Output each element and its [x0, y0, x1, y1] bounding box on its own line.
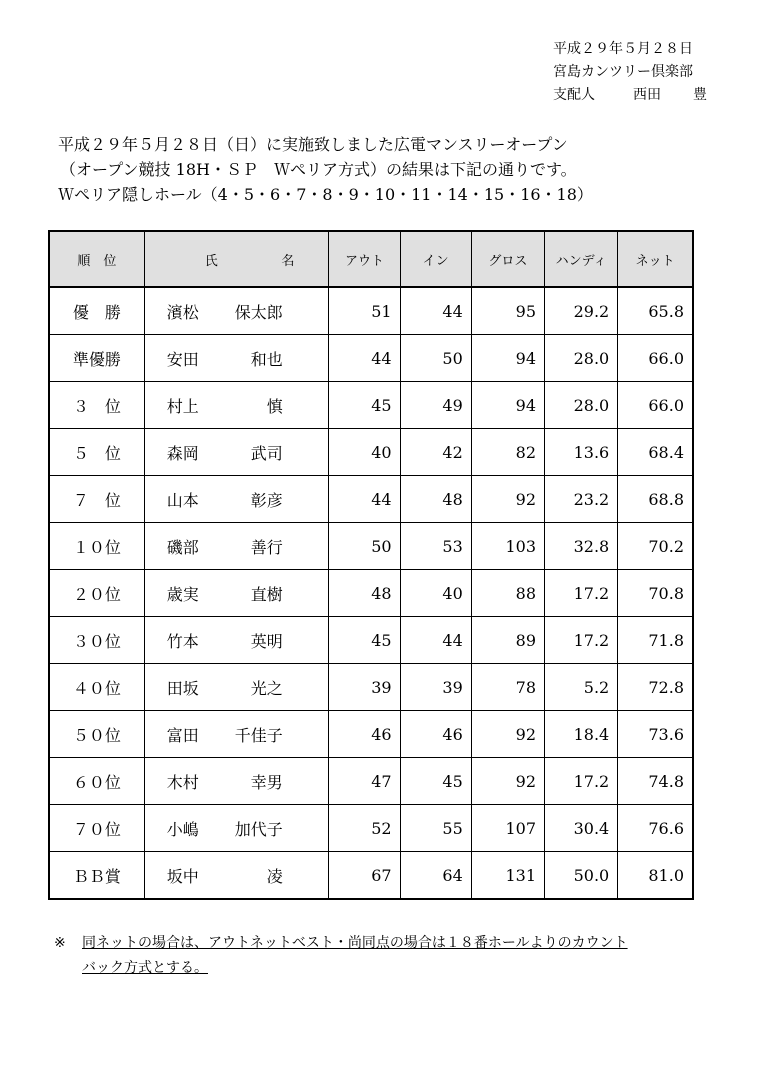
- out-cell: 44: [329, 335, 400, 382]
- player-surname: 竹本: [166, 631, 199, 651]
- in-cell: 48: [400, 476, 471, 523]
- rank-cell: ３ 位: [49, 382, 144, 429]
- net-cell: 76.6: [618, 805, 693, 852]
- header-rank-char-2: 位: [103, 253, 117, 269]
- out-cell: 48: [329, 570, 400, 617]
- in-cell: 40: [400, 570, 471, 617]
- player-given-name: 保太郎: [234, 302, 283, 322]
- gross-cell: 103: [471, 523, 544, 570]
- intro-text: [58, 132, 593, 207]
- player-surname: 村上: [166, 396, 199, 416]
- player-given-name: 慎: [266, 396, 283, 416]
- player-given-name: 武司: [250, 443, 283, 463]
- table-row: [49, 617, 693, 664]
- net-cell: 74.8: [618, 758, 693, 805]
- in-cell: 50: [400, 335, 471, 382]
- gross-cell: 88: [471, 570, 544, 617]
- table-row: [49, 382, 693, 429]
- rank-cell: 準優勝: [49, 335, 144, 382]
- signature-line: [553, 84, 707, 107]
- net-cell: 68.8: [618, 476, 693, 523]
- footnote: [54, 931, 628, 981]
- out-cell: 50: [329, 523, 400, 570]
- player-given-name: 和也: [250, 349, 283, 369]
- rank-cell: １０位: [49, 523, 144, 570]
- header-handicap: ハンディ: [545, 231, 618, 287]
- name-cell: [144, 805, 329, 852]
- name-cell: [144, 664, 329, 711]
- player-surname: 磯部: [166, 537, 199, 557]
- rank-cell: ３０位: [49, 617, 144, 664]
- player-given-name: 千佳子: [234, 725, 283, 745]
- handicap-cell: 29.2: [545, 287, 618, 335]
- net-cell: 81.0: [618, 852, 693, 900]
- rank-cell: 優 勝: [49, 287, 144, 335]
- note-line-1: 同ネットの場合は、アウトネットベスト・尚同点の場合は１８番ホールよりのカウント: [82, 935, 628, 951]
- table-row: [49, 335, 693, 382]
- club-name: 宮島カンツリー倶楽部: [553, 64, 693, 80]
- out-cell: 46: [329, 711, 400, 758]
- gross-cell: 92: [471, 711, 544, 758]
- note-mark: ※: [54, 935, 66, 951]
- results-table: [48, 230, 694, 900]
- name-cell: [144, 711, 329, 758]
- player-given-name: 幸男: [250, 772, 283, 792]
- gross-cell: 78: [471, 664, 544, 711]
- player-given-name: 善行: [250, 537, 283, 557]
- out-cell: 39: [329, 664, 400, 711]
- player-surname: 森岡: [166, 443, 199, 463]
- in-cell: 53: [400, 523, 471, 570]
- in-cell: 55: [400, 805, 471, 852]
- name-cell: [144, 382, 329, 429]
- player-surname: 歳実: [166, 584, 199, 604]
- intro-line-3: Ｗペリア隠しホール（4・5・6・7・8・9・10・11・14・15・16・18）: [58, 185, 593, 204]
- header-in: イン: [400, 231, 471, 287]
- header-rank: [49, 231, 144, 287]
- player-surname: 田坂: [166, 678, 199, 698]
- out-cell: 45: [329, 382, 400, 429]
- net-cell: 66.0: [618, 335, 693, 382]
- player-given-name: 英明: [250, 631, 283, 651]
- handicap-cell: 50.0: [545, 852, 618, 900]
- gross-cell: 95: [471, 287, 544, 335]
- player-given-name: 凌: [266, 866, 283, 886]
- manager-given-name: 豊: [693, 87, 707, 103]
- rank-cell: ６０位: [49, 758, 144, 805]
- net-cell: 73.6: [618, 711, 693, 758]
- handicap-cell: 28.0: [545, 382, 618, 429]
- in-cell: 64: [400, 852, 471, 900]
- table-row: [49, 523, 693, 570]
- in-cell: 44: [400, 617, 471, 664]
- net-cell: 65.8: [618, 287, 693, 335]
- player-surname: 木村: [166, 772, 199, 792]
- in-cell: 42: [400, 429, 471, 476]
- rank-cell: ７ 位: [49, 476, 144, 523]
- header-out: アウト: [329, 231, 400, 287]
- player-surname: 安田: [166, 349, 199, 369]
- gross-cell: 107: [471, 805, 544, 852]
- manager-title: 支配人: [553, 87, 595, 103]
- in-cell: 39: [400, 664, 471, 711]
- player-given-name: 彰彦: [250, 490, 283, 510]
- name-cell: [144, 852, 329, 900]
- intro-line-1: 平成２９年５月２８日（日）に実施致しました広電マンスリーオープン: [58, 135, 568, 154]
- handicap-cell: 17.2: [545, 758, 618, 805]
- in-cell: 49: [400, 382, 471, 429]
- table-row: [49, 805, 693, 852]
- handicap-cell: 5.2: [545, 664, 618, 711]
- table-row: [49, 476, 693, 523]
- gross-cell: 82: [471, 429, 544, 476]
- gross-cell: 131: [471, 852, 544, 900]
- issue-date: 平成２９年５月２８日: [553, 41, 693, 57]
- in-cell: 45: [400, 758, 471, 805]
- handicap-cell: 30.4: [545, 805, 618, 852]
- player-surname: 坂中: [166, 866, 199, 886]
- net-cell: 66.0: [618, 382, 693, 429]
- rank-cell: ５ 位: [49, 429, 144, 476]
- header-name-char-2: 名: [281, 253, 295, 269]
- header-gross: グロス: [471, 231, 544, 287]
- player-surname: 山本: [166, 490, 199, 510]
- gross-cell: 89: [471, 617, 544, 664]
- name-cell: [144, 523, 329, 570]
- player-given-name: 光之: [250, 678, 283, 698]
- note-line-2: バック方式とする。: [82, 960, 208, 976]
- out-cell: 51: [329, 287, 400, 335]
- player-surname: 小嶋: [166, 819, 199, 839]
- handicap-cell: 28.0: [545, 335, 618, 382]
- rank-cell: ＢＢ賞: [49, 852, 144, 900]
- header-net: ネット: [618, 231, 693, 287]
- out-cell: 52: [329, 805, 400, 852]
- player-surname: 濱松: [166, 302, 199, 322]
- header-name-char-1: 氏: [204, 253, 218, 269]
- in-cell: 46: [400, 711, 471, 758]
- net-cell: 72.8: [618, 664, 693, 711]
- out-cell: 44: [329, 476, 400, 523]
- out-cell: 47: [329, 758, 400, 805]
- rank-cell: ５０位: [49, 711, 144, 758]
- net-cell: 68.4: [618, 429, 693, 476]
- rank-cell: ４０位: [49, 664, 144, 711]
- header-name: [144, 231, 329, 287]
- handicap-cell: 23.2: [545, 476, 618, 523]
- out-cell: 40: [329, 429, 400, 476]
- table-header-row: [49, 231, 693, 287]
- handicap-cell: 13.6: [545, 429, 618, 476]
- name-cell: [144, 617, 329, 664]
- player-given-name: 加代子: [234, 819, 283, 839]
- gross-cell: 94: [471, 335, 544, 382]
- name-cell: [144, 287, 329, 335]
- in-cell: 44: [400, 287, 471, 335]
- name-cell: [144, 335, 329, 382]
- handicap-cell: 17.2: [545, 617, 618, 664]
- table-row: [49, 287, 693, 335]
- net-cell: 70.2: [618, 523, 693, 570]
- player-given-name: 直樹: [250, 584, 283, 604]
- gross-cell: 94: [471, 382, 544, 429]
- rank-cell: ２０位: [49, 570, 144, 617]
- intro-line-2: （オープン競技 18H・ＳＰ Ｗペリア方式）の結果は下記の通りです。: [60, 160, 577, 179]
- gross-cell: 92: [471, 476, 544, 523]
- header-rank-char-1: 順: [77, 253, 91, 269]
- table-row: [49, 429, 693, 476]
- net-cell: 70.8: [618, 570, 693, 617]
- handicap-cell: 32.8: [545, 523, 618, 570]
- player-surname: 富田: [166, 725, 199, 745]
- out-cell: 45: [329, 617, 400, 664]
- rank-cell: ７０位: [49, 805, 144, 852]
- manager-surname: 西田: [633, 87, 661, 103]
- name-cell: [144, 570, 329, 617]
- name-cell: [144, 429, 329, 476]
- table-row: [49, 852, 693, 900]
- table-row: [49, 570, 693, 617]
- table-row: [49, 711, 693, 758]
- handicap-cell: 17.2: [545, 570, 618, 617]
- net-cell: 71.8: [618, 617, 693, 664]
- name-cell: [144, 758, 329, 805]
- name-cell: [144, 476, 329, 523]
- gross-cell: 92: [471, 758, 544, 805]
- document-header: [553, 38, 707, 107]
- table-row: [49, 758, 693, 805]
- handicap-cell: 18.4: [545, 711, 618, 758]
- out-cell: 67: [329, 852, 400, 900]
- table-row: [49, 664, 693, 711]
